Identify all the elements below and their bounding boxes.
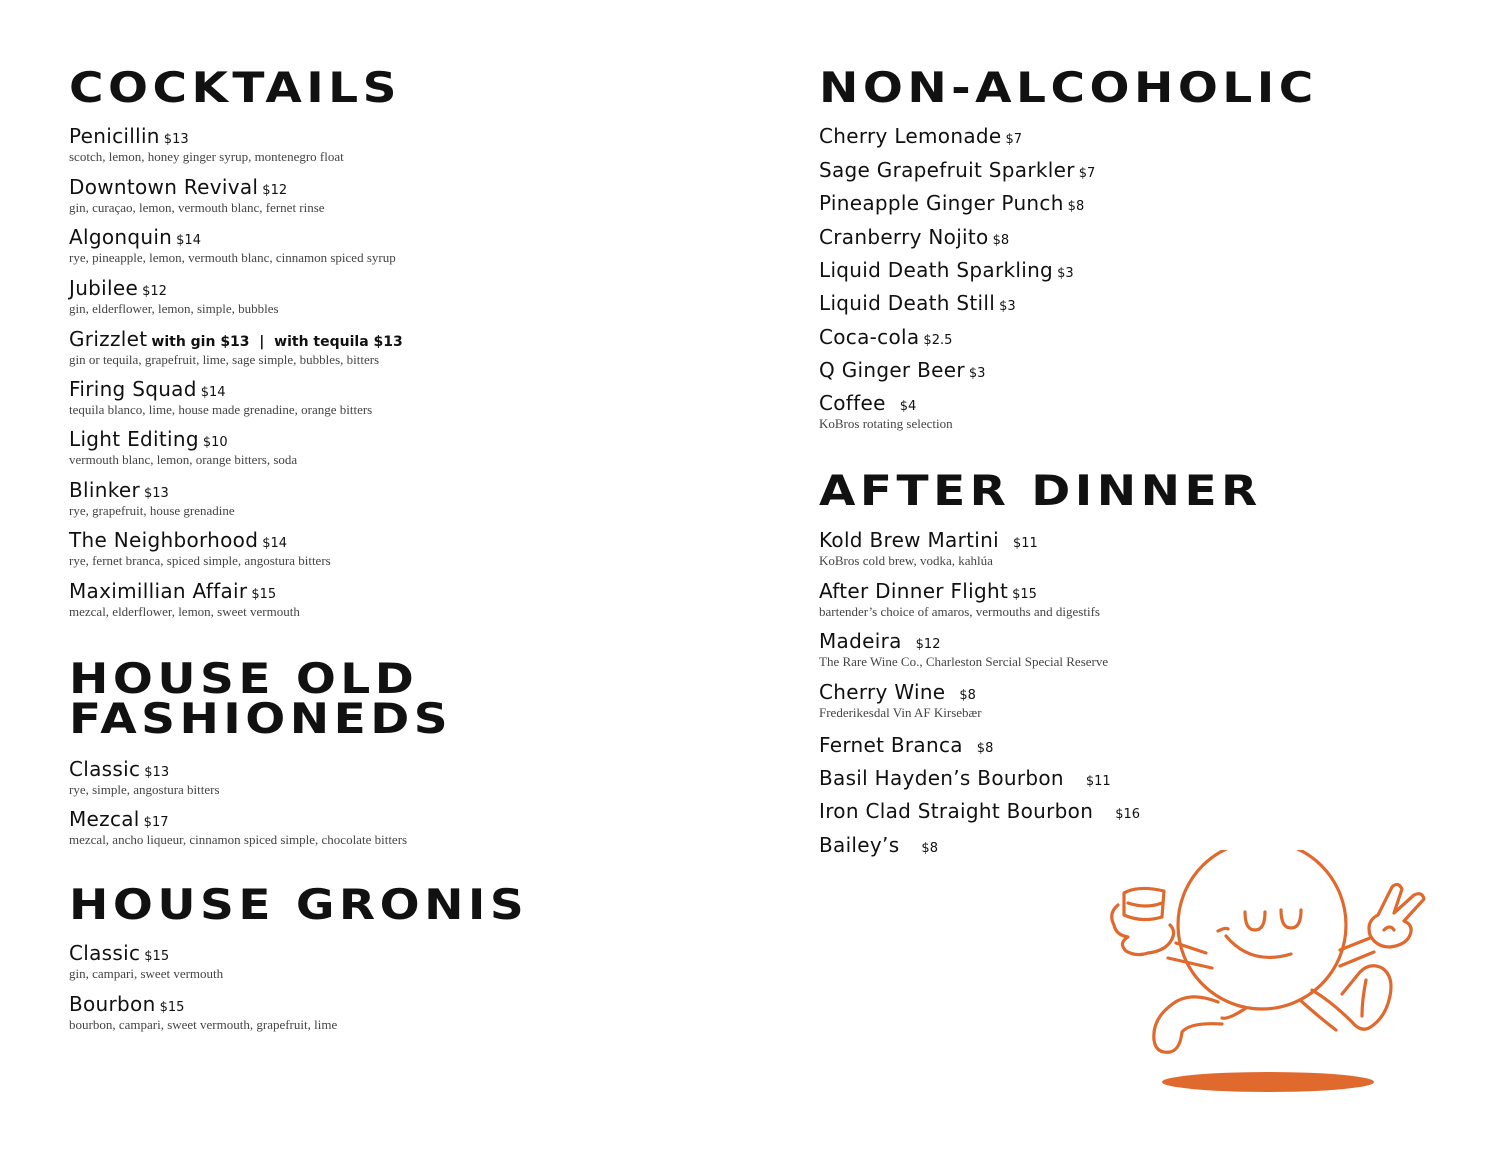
item-description: rye, simple, angostura bitters	[69, 782, 220, 797]
item-price: $4	[899, 399, 917, 414]
section-title-gronis: HOUSE GRONIS	[69, 880, 529, 929]
item-name: Madeira	[819, 629, 902, 653]
section-title-old-fashioneds: HOUSE OLD	[69, 654, 419, 703]
menu-item	[819, 767, 1111, 790]
item-name: Liquid Death Sparkling	[819, 258, 1054, 282]
item-price: $8	[976, 741, 994, 756]
item-description: KoBros cold brew, vodka, kahlúa	[819, 553, 993, 568]
section-title-non-alcoholic: NON-ALCOHOLIC	[819, 63, 1318, 112]
item-price: $12	[915, 637, 941, 652]
item-price: $13	[144, 486, 169, 501]
menu-item	[819, 734, 993, 757]
item-price: $8	[959, 688, 976, 703]
menu-item	[69, 125, 344, 165]
menu-item	[819, 326, 952, 349]
item-price: $12	[262, 183, 288, 198]
item-description: gin, campari, sweet vermouth	[69, 966, 224, 981]
item-description: rye, fernet branca, spiced simple, angostura bitters	[69, 553, 331, 568]
item-price: with gin $13 | with tequila $13	[151, 334, 403, 350]
menu-item	[819, 159, 1095, 182]
item-name: Classic	[69, 757, 141, 781]
item-description: gin or tequila, grapefruit, lime, sage simple, bubbles, bitters	[69, 352, 380, 367]
item-price: $3	[999, 299, 1016, 314]
item-description: mezcal, ancho liqueur, cinnamon spiced simple, chocolate bitters	[69, 832, 408, 847]
item-name: Penicillin	[69, 124, 160, 148]
item-price: $13	[163, 132, 189, 147]
menu-item	[69, 428, 297, 468]
item-name: Liquid Death Still	[819, 291, 996, 315]
item-price: $7	[1078, 166, 1096, 181]
item-price: $11	[1012, 536, 1038, 551]
item-description: bartender’s choice of amaros, vermouths and digestifs	[819, 604, 1100, 619]
menu-item	[819, 529, 1038, 569]
item-price: $7	[1005, 132, 1023, 147]
item-description: mezcal, elderflower, lemon, sweet vermouth	[69, 604, 300, 619]
item-price: $17	[143, 815, 169, 830]
item-description: vermouth blanc, lemon, orange bitters, soda	[69, 452, 298, 467]
item-name: Algonquin	[69, 225, 173, 249]
menu-item	[69, 758, 220, 798]
item-name: Pineapple Ginger Punch	[819, 191, 1064, 215]
item-description: tequila blanco, lime, house made grenadine, orange bitters	[69, 402, 373, 417]
item-name: Light Editing	[69, 427, 199, 451]
item-name: Bailey’s	[819, 833, 900, 857]
item-price: $16	[1115, 807, 1141, 822]
item-name: Fernet Branca	[819, 733, 963, 757]
item-name: Jubilee	[69, 276, 139, 300]
menu-item	[819, 630, 1108, 670]
section-title-old-fashioneds-line2: FASHIONEDS	[69, 694, 453, 743]
item-name: Coca-cola	[819, 325, 920, 349]
item-description: The Rare Wine Co., Charleston Sercial Special Reserve	[819, 654, 1109, 669]
item-price: $15	[144, 949, 170, 964]
item-name: Cranberry Nojito	[819, 225, 989, 249]
item-price: $15	[1012, 587, 1037, 602]
item-name: Cherry Wine	[819, 680, 946, 704]
menu-item	[69, 378, 372, 418]
menu-item	[69, 580, 300, 620]
item-price: $10	[202, 435, 228, 450]
item-name: Basil Hayden’s Bourbon	[819, 766, 1064, 790]
menu-item	[819, 259, 1074, 282]
menu-item	[69, 226, 396, 266]
item-description: rye, grapefruit, house grenadine	[69, 503, 235, 518]
item-price: $14	[200, 385, 226, 400]
menu-item	[69, 277, 279, 317]
menu-item	[69, 479, 235, 519]
item-price: $3	[968, 366, 986, 381]
item-description: KoBros rotating selection	[819, 416, 953, 431]
running-smiley-mascot-icon	[1100, 850, 1440, 1100]
item-name: Downtown Revival	[69, 175, 259, 199]
item-description: Frederikesdal Vin AF Kirsebær	[819, 705, 982, 720]
item-description: gin, elderflower, lemon, simple, bubbles	[69, 301, 279, 316]
menu-item	[819, 580, 1100, 620]
menu-item	[69, 328, 403, 368]
item-price: $11	[1085, 774, 1111, 789]
item-price: $14	[262, 536, 288, 551]
item-name: Mezcal	[69, 807, 140, 831]
item-name: Bourbon	[69, 992, 156, 1016]
item-name: Kold Brew Martini	[819, 528, 999, 552]
item-price: $3	[1057, 266, 1074, 281]
item-name: Sage Grapefruit Sparkler	[819, 158, 1075, 182]
item-price: $8	[921, 841, 938, 856]
menu-item	[69, 808, 407, 848]
menu-item	[819, 226, 1009, 249]
menu-item	[69, 529, 331, 569]
item-name: The Neighborhood	[69, 528, 259, 552]
item-description: scotch, lemon, honey ginger syrup, montenegro float	[69, 149, 344, 164]
section-title-after-dinner: AFTER DINNER	[819, 466, 1262, 515]
item-name: Classic	[69, 941, 141, 965]
item-price: $12	[142, 284, 167, 299]
menu-item	[69, 942, 223, 982]
menu-item	[69, 993, 337, 1033]
menu-item	[819, 192, 1084, 215]
item-description: rye, pineapple, lemon, vermouth blanc, cinnamon spiced syrup	[69, 250, 396, 265]
item-name: After Dinner Flight	[819, 579, 1009, 603]
item-price: $14	[176, 233, 201, 248]
section-title-cocktails: COCKTAILS	[69, 63, 402, 112]
item-price: $15	[251, 587, 277, 602]
menu-item	[819, 292, 1016, 315]
item-name: Cherry Lemonade	[819, 124, 1002, 148]
item-description: gin, curaçao, lemon, vermouth blanc, fernet rinse	[69, 200, 325, 215]
item-name: Maximillian Affair	[69, 579, 248, 603]
item-description: bourbon, campari, sweet vermouth, grapefruit, lime	[69, 1017, 338, 1032]
item-name: Q Ginger Beer	[819, 358, 965, 382]
item-price: $8	[1067, 199, 1085, 214]
item-price: $2.5	[923, 333, 953, 348]
item-price: $8	[992, 233, 1010, 248]
menu-item	[819, 392, 953, 432]
menu-item	[819, 800, 1140, 823]
menu-item	[69, 176, 325, 216]
item-name: Firing Squad	[69, 377, 197, 401]
menu-item	[819, 125, 1022, 148]
item-name: Grizzlet	[69, 327, 148, 351]
item-price: $13	[144, 765, 170, 780]
menu-item	[819, 359, 985, 382]
menu-item	[819, 834, 938, 857]
item-name: Iron Clad Straight Bourbon	[819, 799, 1094, 823]
item-price: $15	[159, 1000, 185, 1015]
item-name: Coffee	[819, 391, 886, 415]
item-name: Blinker	[69, 478, 141, 502]
menu-item	[819, 681, 982, 721]
